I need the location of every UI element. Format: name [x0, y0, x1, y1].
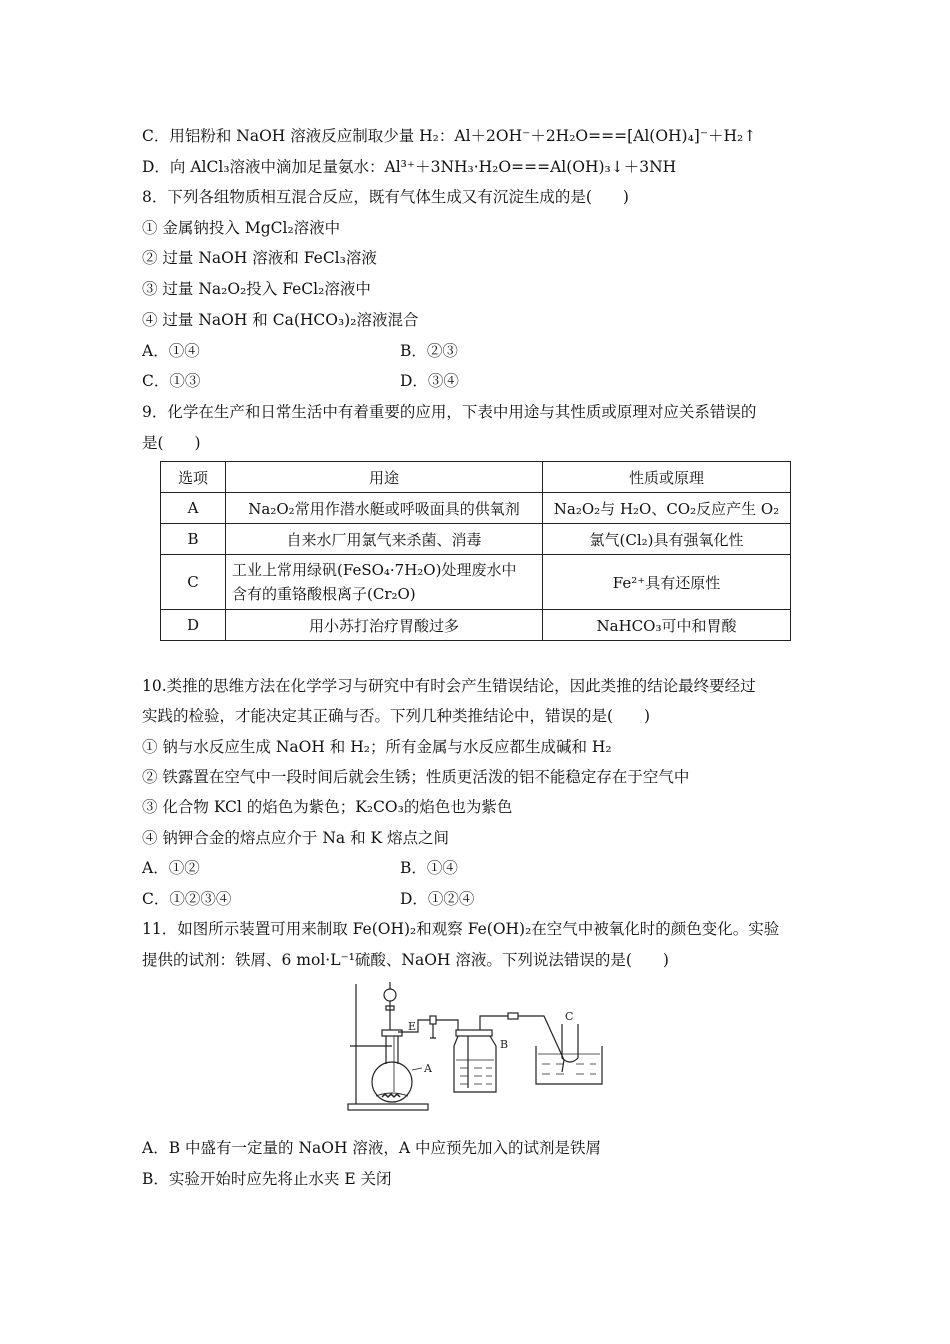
table-cell-multiline	[226, 555, 543, 610]
q11-stem: 11．如图所示装置可用来制取 Fe(OH)₂和观察 Fe(OH)₂在空气中被氧化时的颜色变化。实验	[142, 920, 780, 938]
q8-item: ① 金属钠投入 MgCl₂溶液中	[142, 219, 341, 237]
table-cell: NaHCO₃可中和胃酸	[543, 610, 791, 641]
table-cell-line: 含有的重铬酸根离子(Cr₂O)	[232, 585, 416, 603]
stand-base	[348, 1104, 428, 1110]
q7-option-c: C．用铝粉和 NaOH 溶液反应制取少量 H₂：Al＋2OH⁻＋2H₂O===[Al(OH)₄]⁻＋H₂↑	[142, 127, 757, 145]
table-cell: A	[161, 493, 226, 524]
q8-item: ④ 过量 NaOH 和 Ca(HCO₃)₂溶液混合	[142, 311, 419, 329]
label-c: C	[565, 1010, 574, 1023]
q10-item: ② 铁露置在空气中一段时间后就会生锈；性质更活泼的铝不能稳定存在于空气中	[142, 768, 690, 786]
q8-option-a: A．①④	[142, 342, 200, 360]
q8-option-c: C．①③	[142, 372, 201, 390]
q10-option-b: B．①④	[400, 859, 458, 877]
table-cell: Na₂O₂常用作潜水艇或呼吸面具的供氧剂	[226, 493, 543, 524]
q7-option-d: D．向 AlCl₃溶液中滴加足量氨水：Al³⁺＋3NH₃·H₂O===Al(OH)₃↓＋3NH	[142, 158, 677, 176]
q8-item: ③ 过量 Na₂O₂投入 FeCl₂溶液中	[142, 280, 371, 298]
clamp-e	[430, 1016, 436, 1024]
stopper-a	[382, 1030, 402, 1036]
table-cell-line: 工业上常用绿矾(FeSO₄·7H₂O)处理废水中	[232, 561, 517, 579]
table-header: 选项	[161, 462, 226, 493]
table-cell: C	[161, 555, 226, 610]
label-e: E	[408, 1020, 417, 1033]
label-b: B	[500, 1038, 509, 1051]
q8-item: ② 过量 NaOH 溶液和 FeCl₃溶液	[142, 249, 377, 267]
q11-option-b: B．实验开始时应先将止水夹 E 关闭	[142, 1170, 392, 1188]
table-row	[161, 555, 791, 610]
q9-stem-cont: 是( )	[142, 434, 201, 452]
q10-stem-cont: 实践的检验，才能决定其正确与否。下列几种类推结论中，错误的是( )	[142, 707, 651, 725]
table-cell: 用小苏打治疗胃酸过多	[226, 610, 543, 641]
q9-stem: 9．化学在生产和日常生活中有着重要的应用，下表中用途与其性质或原理对应关系错误的	[142, 403, 757, 421]
table-header-row	[161, 462, 791, 493]
table-cell: Fe²⁺具有还原性	[543, 555, 791, 610]
q10-item: ③ 化合物 KCl 的焰色为紫色；K₂CO₃的焰色也为紫色	[142, 798, 513, 816]
stopper-b	[456, 1030, 492, 1036]
table-row	[161, 493, 791, 524]
iron-filings	[382, 1094, 400, 1097]
table-cell: D	[161, 610, 226, 641]
table-header: 性质或原理	[543, 462, 791, 493]
table-cell: B	[161, 524, 226, 555]
table-row	[161, 524, 791, 555]
table-row	[161, 610, 791, 641]
q8-option-b: B．②③	[400, 342, 458, 360]
q10-stem: 10.类推的思维方法在化学学习与研究中有时会产生错误结论，因此类推的结论最终要经过	[142, 677, 756, 695]
label-a: A	[424, 1062, 432, 1075]
bottle-b	[454, 1036, 496, 1092]
q8-option-d: D．③④	[400, 372, 459, 390]
table-header: 用途	[226, 462, 543, 493]
q10-item: ① 钠与水反应生成 NaOH 和 H₂；所有金属与水反应都生成碱和 H₂	[142, 738, 612, 756]
q10-option-c: C．①②③④	[142, 890, 232, 908]
q10-option-a: A．①②	[142, 859, 200, 877]
q9-table	[160, 461, 791, 641]
table-cell: 自来水厂用氯气来杀菌、消毒	[226, 524, 543, 555]
apparatus-figure	[340, 980, 610, 1115]
q11-stem-cont: 提供的试剂：铁屑、6 mol·L⁻¹硫酸、NaOH 溶液。下列说法错误的是( )	[142, 951, 669, 969]
q10-option-d: D．①②④	[400, 890, 475, 908]
q8-stem: 8．下列各组物质相互混合反应，既有气体生成又有沉淀生成的是( )	[142, 188, 629, 206]
q11-option-a: A．B 中盛有一定量的 NaOH 溶液，A 中应预先加入的试剂是铁屑	[142, 1139, 602, 1157]
table-cell: 氯气(Cl₂)具有强氧化性	[543, 524, 791, 555]
q10-item: ④ 钠钾合金的熔点应介于 Na 和 K 熔点之间	[142, 829, 450, 847]
table-cell: Na₂O₂与 H₂O、CO₂反应产生 O₂	[543, 493, 791, 524]
dropping-funnel	[384, 989, 396, 1001]
water-trough	[536, 1046, 602, 1084]
test-tube-c	[562, 1024, 578, 1062]
